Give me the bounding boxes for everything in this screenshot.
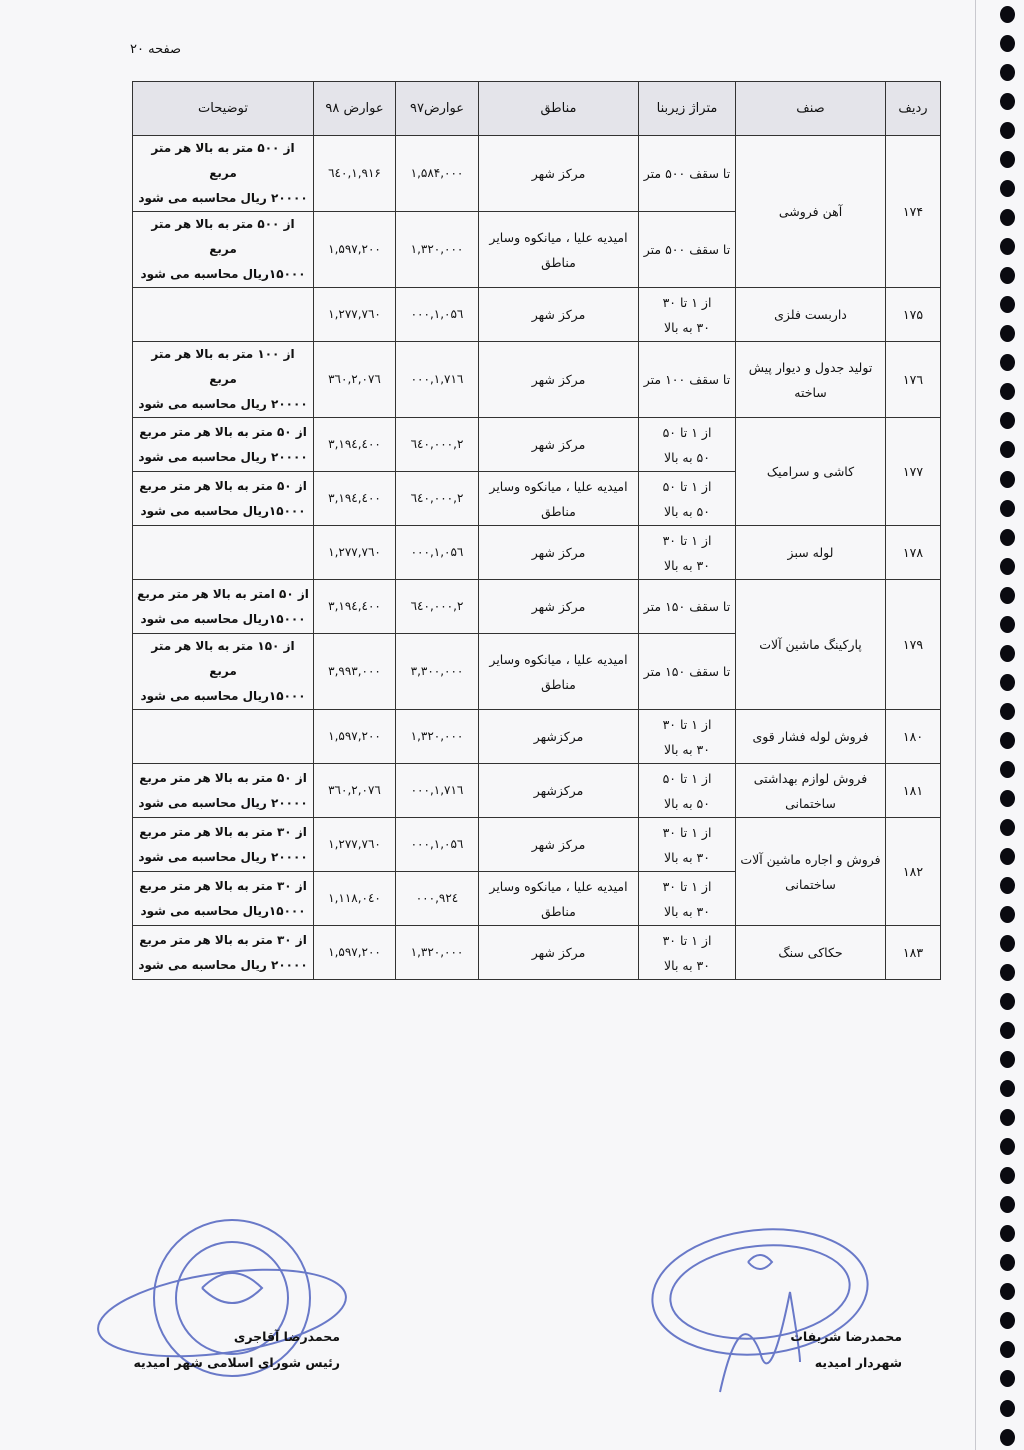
area-cell-line: تا سقف ۱۰۰ متر: [643, 372, 731, 387]
fee-97-cell: ۱,۵۸۴,۰۰۰: [396, 136, 479, 212]
header-notes: توضیحات: [133, 82, 314, 136]
emblem-icon: [202, 1273, 262, 1303]
binding-hole: [1000, 238, 1015, 255]
binding-hole: [1000, 1400, 1015, 1417]
binding-hole: [1000, 441, 1015, 458]
binding-hole: [1000, 703, 1015, 720]
area-cell-line: از ۱ تا ۳۰: [662, 532, 712, 548]
fee-98-cell: ۳,۹۹۳,۰۰۰: [314, 634, 396, 710]
area-cell: [639, 818, 736, 872]
binding-hole: [1000, 993, 1015, 1010]
area-cell-line: ۳۰ به بالا: [664, 849, 710, 865]
notes-cell-line: ۲۰۰۰۰ ریال محاسبه می شود: [138, 191, 308, 205]
table-row: [133, 818, 941, 872]
notes-cell-line: ۱۵۰۰۰ریال محاسبه می شود: [140, 267, 306, 281]
header-fee-97: عوارض۹۷: [396, 82, 479, 136]
binding-hole: [1000, 848, 1015, 865]
binding-hole: [1000, 529, 1015, 546]
fee-98-cell: ۱,۱۱۸,۰٤۰: [314, 872, 396, 926]
guild-cell: کاشی و سرامیک: [736, 418, 886, 526]
regions-cell-line: امیدیه علیا ، میانکوه وسایر: [489, 878, 628, 894]
notes-cell-line: از ۱۰۰ متر به بالا هر متر مربع: [151, 347, 295, 386]
binding-hole: [1000, 674, 1015, 691]
binding-hole: [1000, 267, 1015, 284]
binding-hole: [1000, 964, 1015, 981]
fee-97-cell: ۳,۳۰۰,۰۰۰: [396, 634, 479, 710]
notes-cell-line: از ۳۰ متر به بالا هر متر مربع: [139, 932, 307, 947]
area-cell-line: از ۱ تا ۵۰: [662, 478, 712, 494]
regions-cell-line: مرکز شهر: [531, 166, 586, 181]
notes-cell: [133, 580, 314, 634]
binding-hole: [1000, 1022, 1015, 1039]
fee-97-cell: ۱,۰۵٦,۰۰۰: [396, 818, 479, 872]
fee-98-cell: ۳,۱۹٤,٤۰۰: [314, 580, 396, 634]
area-cell-line: ۵۰ به بالا: [664, 503, 710, 519]
notes-cell: [133, 418, 314, 472]
regions-cell: [479, 818, 639, 872]
area-cell-line: تا سقف ۱۵۰ متر: [643, 664, 731, 679]
notes-cell-line: ۲۰۰۰۰ ریال محاسبه می شود: [138, 957, 308, 972]
notes-cell: [133, 818, 314, 872]
binding-hole: [1000, 877, 1015, 894]
table-row: [133, 288, 941, 342]
binding-hole: [1000, 1370, 1015, 1387]
area-cell-line: ۵۰ به بالا: [664, 795, 710, 811]
regions-cell: [479, 764, 639, 818]
notes-cell-line: از ۵۰۰ متر به بالا هر متر مربع: [151, 217, 295, 256]
binding-hole: [1000, 616, 1015, 633]
guild-cell: حکاکی سنگ: [736, 926, 886, 980]
area-cell-line: از ۱ تا ۳۰: [662, 716, 712, 732]
binding-hole: [1000, 732, 1015, 749]
header-area: متراژ زیربنا: [639, 82, 736, 136]
area-cell-line: ۳۰ به بالا: [664, 741, 710, 757]
notes-cell: [133, 634, 314, 710]
regions-cell: [479, 212, 639, 288]
binding-hole: [1000, 1051, 1015, 1068]
area-cell: [639, 764, 736, 818]
binding-hole: [1000, 1080, 1015, 1097]
notes-cell: [133, 342, 314, 418]
area-cell: [639, 472, 736, 526]
regions-cell-line: مرکز شهر: [531, 545, 586, 560]
binding-hole: [1000, 558, 1015, 575]
binding-hole: [1000, 1341, 1015, 1358]
table-row: [133, 580, 941, 634]
area-cell: [639, 136, 736, 212]
binding-hole: [1000, 1225, 1015, 1242]
regions-cell-line: مناطق: [541, 676, 576, 692]
area-cell: [639, 634, 736, 710]
binding-hole: [1000, 122, 1015, 139]
guild-cell: فروش لوله فشار قوی: [736, 710, 886, 764]
binding-hole: [1000, 93, 1015, 110]
table-row: [133, 342, 941, 418]
area-cell-line: ۳۰ به بالا: [664, 319, 710, 335]
page-number: صفحه ۲۰: [130, 42, 182, 57]
notes-cell-line: ۲۰۰۰۰ ریال محاسبه می شود: [138, 795, 308, 810]
row-number-cell: ۱۷۹: [886, 580, 941, 710]
area-cell: [639, 418, 736, 472]
area-cell-line: تا سقف ۱۵۰ متر: [643, 599, 731, 614]
table-row: [133, 926, 941, 980]
fee-98-cell: ۱,۵۹۷,۲۰۰: [314, 212, 396, 288]
binding-hole: [1000, 325, 1015, 342]
area-cell: [639, 288, 736, 342]
notes-cell-line: ۲۰۰۰۰ ریال محاسبه می شود: [138, 449, 308, 464]
regions-cell-line: مناطق: [541, 503, 576, 519]
guild-cell: لوله سبز: [736, 526, 886, 580]
table-row: [133, 710, 941, 764]
signer-name: محمدرضا آقاجری: [233, 1329, 340, 1344]
table-header-row: [133, 82, 941, 136]
area-cell-line: ۳۰ به بالا: [664, 957, 710, 973]
fee-97-cell: ۹۲٤,۰۰۰: [396, 872, 479, 926]
area-cell-line: از ۱ تا ۳۰: [662, 932, 712, 948]
fee-98-cell: ۳,۱۹٤,٤۰۰: [314, 472, 396, 526]
regions-cell: [479, 136, 639, 212]
binding-hole: [1000, 471, 1015, 488]
row-number-cell: ۱۷۵: [886, 288, 941, 342]
notes-cell-line: ۱۵۰۰۰ریال محاسبه می شود: [140, 611, 306, 626]
area-cell-line: تا سقف ۵۰۰ متر: [643, 166, 731, 181]
spiral-binding: [994, 6, 1020, 1446]
area-cell-line: از ۱ تا ۳۰: [662, 878, 712, 894]
fee-98-cell: ۱,۲۷۷,۷٦۰: [314, 818, 396, 872]
fee-98-cell: ۲,۰۷٦,۳٦۰: [314, 342, 396, 418]
fee-97-cell: ۱,۰۵٦,۰۰۰: [396, 526, 479, 580]
binding-hole: [1000, 296, 1015, 313]
notes-cell-line: از ۵۰ متر به بالا هر متر مربع: [139, 424, 307, 439]
table-row: [133, 764, 941, 818]
binding-hole: [1000, 383, 1015, 400]
fee-98-cell: ۱,۲۷۷,۷٦۰: [314, 526, 396, 580]
council-stamp: [92, 1208, 352, 1418]
notes-cell: [133, 472, 314, 526]
binding-hole: [1000, 180, 1015, 197]
regions-cell: [479, 288, 639, 342]
row-number-cell: ۱۸۱: [886, 764, 941, 818]
binding-hole: [1000, 412, 1015, 429]
binding-hole: [1000, 1109, 1015, 1126]
regions-cell: [479, 342, 639, 418]
binding-hole: [1000, 1138, 1015, 1155]
notes-cell: [133, 212, 314, 288]
area-cell-line: ۳۰ به بالا: [664, 903, 710, 919]
fee-98-cell: ۱,۵۹۷,۲۰۰: [314, 926, 396, 980]
notes-cell-line: ۱۵۰۰۰ریال محاسبه می شود: [140, 503, 306, 518]
regions-cell: [479, 872, 639, 926]
area-cell: [639, 212, 736, 288]
regions-cell-line: مرکز شهر: [531, 837, 586, 852]
area-cell-line: ۳۰ به بالا: [664, 557, 710, 573]
binding-hole: [1000, 1196, 1015, 1213]
binding-hole: [1000, 6, 1015, 23]
iran-emblem-icon: [748, 1255, 772, 1269]
area-cell: [639, 526, 736, 580]
fee-98-cell: ۱,۹۱۶,٦٤۰: [314, 136, 396, 212]
regions-cell-line: مرکز شهر: [531, 599, 586, 614]
binding-hole: [1000, 645, 1015, 662]
notes-cell-line: ۱۵۰۰۰ریال محاسبه می شود: [140, 689, 306, 703]
table-row: [133, 136, 941, 212]
guild-cell: پارکینگ ماشین آلات: [736, 580, 886, 710]
area-cell-line: ۵۰ به بالا: [664, 449, 710, 465]
guild-cell: آهن فروشی: [736, 136, 886, 288]
fee-97-cell: ۱,۳۲۰,۰۰۰: [396, 212, 479, 288]
binding-hole: [1000, 1312, 1015, 1329]
row-number-cell: ۱۷٦: [886, 342, 941, 418]
binding-hole: [1000, 1254, 1015, 1271]
regions-cell: [479, 472, 639, 526]
area-cell: [639, 926, 736, 980]
binding-hole: [1000, 1167, 1015, 1184]
notes-cell: [133, 926, 314, 980]
area-cell-line: از ۱ تا ۳۰: [662, 294, 712, 310]
table-row: [133, 418, 941, 472]
notes-cell-line: از ۱۵۰ متر به بالا هر متر مربع: [151, 639, 295, 678]
row-number-cell: ۱۸۰: [886, 710, 941, 764]
regions-cell: [479, 634, 639, 710]
regions-cell: [479, 418, 639, 472]
area-cell: [639, 342, 736, 418]
table-body: [133, 136, 941, 980]
notes-cell: [133, 288, 314, 342]
area-cell: [639, 580, 736, 634]
regions-cell-line: مرکز شهر: [531, 945, 586, 960]
binding-hole: [1000, 906, 1015, 923]
header-regions: مناطق: [479, 82, 639, 136]
guild-cell: فروش و اجاره ماشین آلات ساختمانی: [736, 818, 886, 926]
council-signature-block: [108, 1324, 340, 1376]
fee-table: [132, 81, 941, 980]
regions-cell-line: مرکز شهر: [531, 307, 586, 322]
row-number-cell: ۱۸۲: [886, 818, 941, 926]
row-number-cell: ۱۸۳: [886, 926, 941, 980]
header-row-number: ردیف: [886, 82, 941, 136]
signer-title: شهردار امیدیه: [814, 1355, 902, 1370]
binding-hole: [1000, 64, 1015, 81]
notes-cell-line: ۱۵۰۰۰ریال محاسبه می شود: [140, 903, 306, 918]
binding-hole: [1000, 587, 1015, 604]
fee-97-cell: ۱,۳۲۰,۰۰۰: [396, 926, 479, 980]
binding-hole: [1000, 151, 1015, 168]
mayor-signature-block: [702, 1324, 902, 1376]
notes-cell: [133, 764, 314, 818]
regions-cell-line: امیدیه علیا ، میانکوه وسایر: [489, 651, 628, 667]
fee-98-cell: ۱,۵۹۷,۲۰۰: [314, 710, 396, 764]
guild-cell: فروش لوازم بهداشتی ساختمانی: [736, 764, 886, 818]
header-guild: صنف: [736, 82, 886, 136]
area-cell-line: از ۱ تا ۵۰: [662, 770, 712, 786]
area-cell: [639, 872, 736, 926]
notes-cell: [133, 872, 314, 926]
guild-cell: تولید جدول و دیوار پیش ساخته: [736, 342, 886, 418]
signer-title: رئیس شورای اسلامی شهر امیدیه: [133, 1355, 340, 1370]
notes-cell-line: از ۳۰ متر به بالا هر متر مربع: [139, 878, 307, 893]
area-cell-line: از ۱ تا ۵۰: [662, 424, 712, 440]
binding-hole: [1000, 500, 1015, 517]
binding-hole: [1000, 819, 1015, 836]
regions-cell: [479, 710, 639, 764]
fee-98-cell: ۲,۰۷٦,۳٦۰: [314, 764, 396, 818]
notes-cell: [133, 136, 314, 212]
regions-cell-line: امیدیه علیا ، میانکوه وسایر: [489, 478, 628, 494]
binding-hole: [1000, 209, 1015, 226]
row-number-cell: ۱۷۷: [886, 418, 941, 526]
signer-name: محمدرضا شریفات: [790, 1329, 902, 1344]
area-cell-line: از ۱ تا ۳۰: [662, 824, 712, 840]
fee-97-cell: ۱,۷۱٦,۰۰۰: [396, 764, 479, 818]
fee-98-cell: ۳,۱۹٤,٤۰۰: [314, 418, 396, 472]
binding-hole: [1000, 935, 1015, 952]
fee-97-cell: ۱,۷۱٦,۰۰۰: [396, 342, 479, 418]
regions-cell: [479, 526, 639, 580]
regions-cell-line: مرکز شهر: [531, 372, 586, 387]
binding-hole: [1000, 35, 1015, 52]
fee-98-cell: ۱,۲۷۷,۷٦۰: [314, 288, 396, 342]
fee-97-cell: ۱,۳۲۰,۰۰۰: [396, 710, 479, 764]
notes-cell-line: از ۵۰۰ متر به بالا هر متر مربع: [151, 141, 295, 180]
binding-hole: [1000, 761, 1015, 778]
notes-cell-line: از ۵۰ متر به بالا هر متر مربع: [139, 478, 307, 493]
regions-cell-line: امیدیه علیا ، میانکوه وسایر: [489, 229, 628, 245]
fee-97-cell: ۲,٦٤۰,۰۰۰: [396, 580, 479, 634]
notes-cell-line: ۲۰۰۰۰ ریال محاسبه می شود: [138, 849, 308, 864]
row-number-cell: ۱۷۴: [886, 136, 941, 288]
regions-cell: [479, 926, 639, 980]
fee-97-cell: ۲,٦٤۰,۰۰۰: [396, 472, 479, 526]
notes-cell: [133, 526, 314, 580]
regions-cell: [479, 580, 639, 634]
area-cell-line: تا سقف ۵۰۰ متر: [643, 242, 731, 257]
notes-cell-line: از ۵۰ متر به بالا هر متر مربع: [139, 770, 307, 785]
guild-cell: داربست فلزی: [736, 288, 886, 342]
notes-cell: [133, 710, 314, 764]
area-cell: [639, 710, 736, 764]
binding-hole: [1000, 1429, 1015, 1446]
binding-hole: [1000, 354, 1015, 371]
notes-cell-line: از ۳۰ متر به بالا هر متر مربع: [139, 824, 307, 839]
table-row: [133, 526, 941, 580]
regions-cell-line: مرکزشهر: [533, 783, 584, 798]
regions-cell-line: مناطق: [541, 254, 576, 270]
row-number-cell: ۱۷۸: [886, 526, 941, 580]
regions-cell-line: مرکزشهر: [533, 729, 584, 744]
notes-cell-line: ۲۰۰۰۰ ریال محاسبه می شود: [138, 397, 308, 411]
binding-hole: [1000, 1283, 1015, 1300]
regions-cell-line: مرکز شهر: [531, 437, 586, 452]
regions-cell-line: مناطق: [541, 903, 576, 919]
fee-97-cell: ۲,٦٤۰,۰۰۰: [396, 418, 479, 472]
binding-hole: [1000, 790, 1015, 807]
page-edge: [975, 0, 976, 1450]
notes-cell-line: از ۵۰ امتر به بالا هر متر مربع: [137, 586, 309, 601]
header-fee-98: عوارض ۹۸: [314, 82, 396, 136]
fee-97-cell: ۱,۰۵٦,۰۰۰: [396, 288, 479, 342]
